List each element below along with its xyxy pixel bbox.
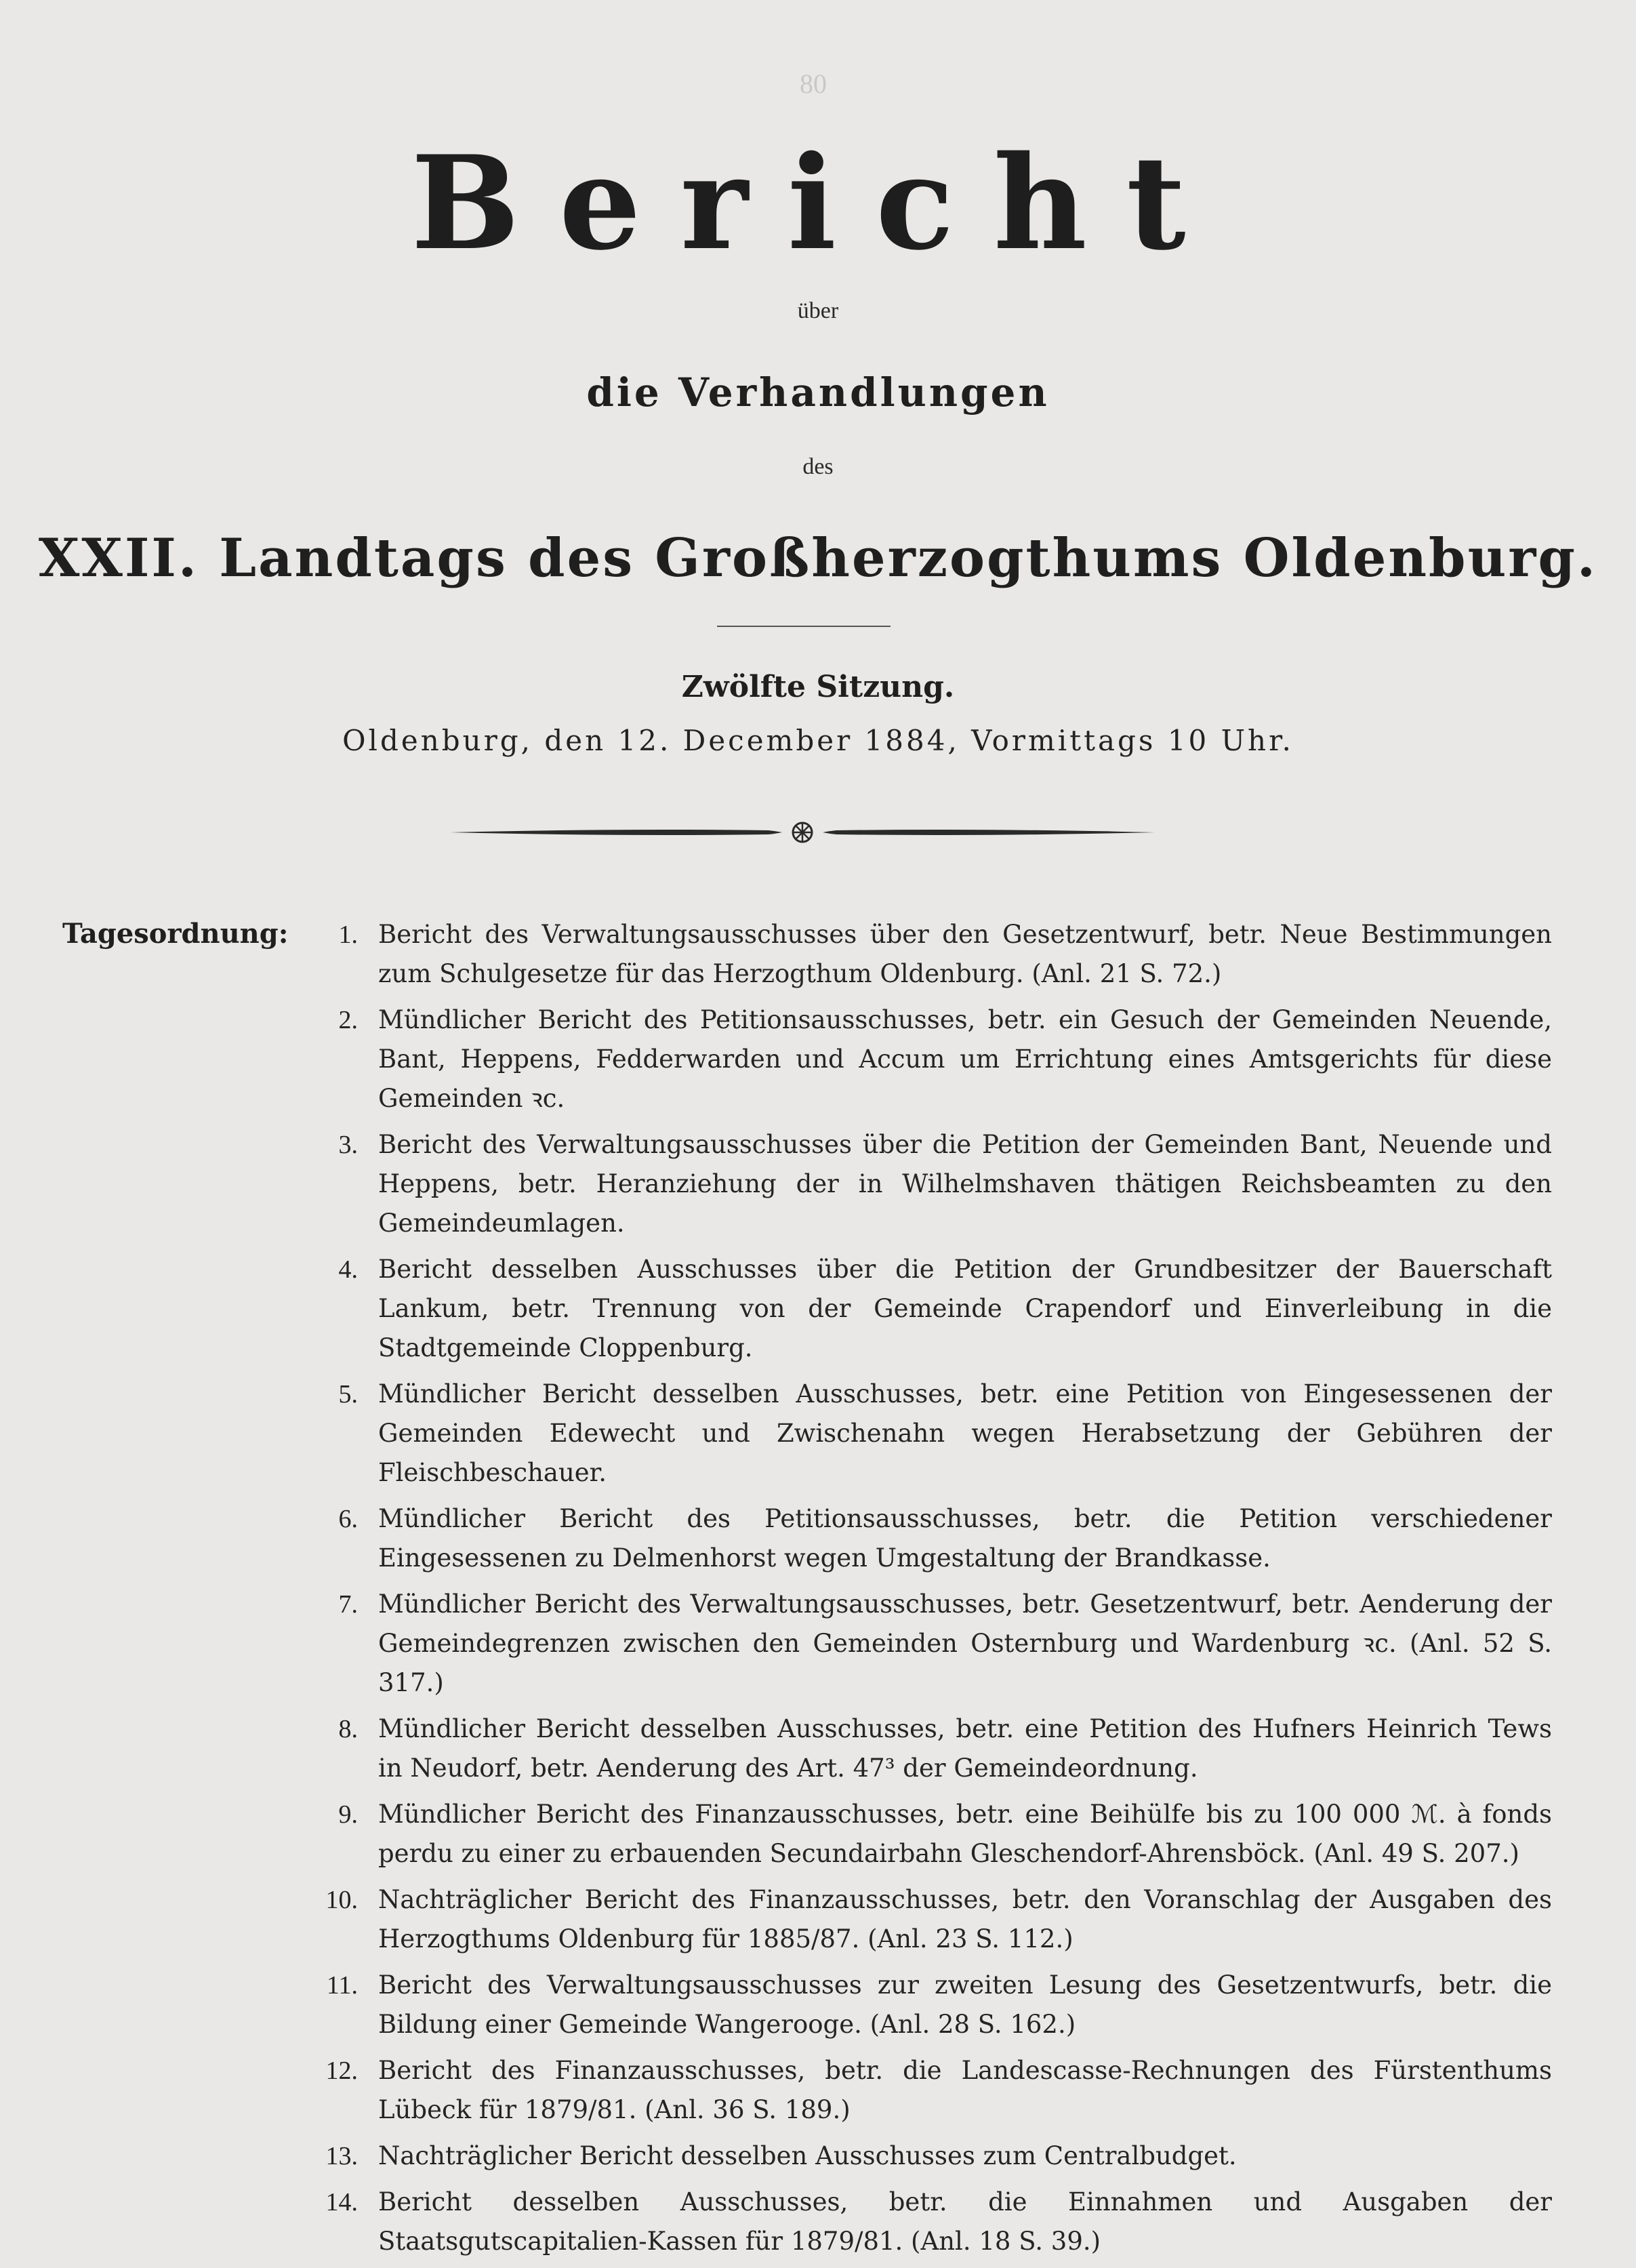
agenda-item [285,1375,1552,1493]
session-title: Zwölfte Sitzung. [681,670,955,704]
agenda-item-number: 2. [338,1006,358,1034]
agenda-item-text: Bericht des Finanzausschusses, betr. die Landescasse-Rechnungen des Fürstenthums Lübeck für 1879/81. (Anl. 36 S. 189.) [378,2056,1552,2124]
subtitle-ueber: über [797,298,839,323]
agenda-item-text: Nachträglicher Bericht desselben Ausschusses zum Centralbudget. [378,2141,1237,2170]
agenda-item-text: Mündlicher Bericht desselben Ausschusses, betr. eine Petition von Eingesessenen der Gemeinden Edewecht und Zwischenahn wegen Herabsetzung der Gebühren der Fleischbeschauer. [378,1379,1552,1487]
agenda-item-text: Bericht desselben Ausschusses über die Petition der Grundbesitzer der Bauerschaft Lankum, betr. Trennung von der Gemeinde Crapendorf und Einverleibung in die Stadtgemeinde Cloppenburg. [378,1255,1552,1362]
agenda-item-number: 1. [338,920,358,949]
agenda-item [285,1000,1552,1118]
ornament-divider [450,819,1155,846]
agenda-item [285,1709,1552,1788]
agenda-item-text: Mündlicher Bericht des Finanzausschusses, betr. eine Beihülfe bis zu 100 000 ℳ. à fonds perdu zu einer zu erbauenden Secundairbahn Gleschendorf-Ahrensböck. (Anl. 49 S. 207.) [378,1800,1552,1868]
agenda-item-text: Nachträglicher Bericht des Finanzausschusses, betr. den Voranschlag der Ausgaben des Herzogthums Oldenburg für 1885/87. (Anl. 23 S. 112.) [378,1885,1552,1953]
divider-rule [717,626,891,627]
page-title: Bericht [411,127,1225,279]
agenda-list [285,915,1552,2268]
agenda-item-number: 6. [338,1505,358,1533]
page-number: 80 [800,68,827,99]
subtitle-verhandlungen: die Verhandlungen [586,369,1050,416]
agenda-item [285,1585,1552,1703]
agenda-item-number: 11. [326,1971,358,2000]
agenda-item-number: 5. [338,1380,358,1409]
agenda-item-text: Bericht des Verwaltungsausschusses über den Gesetzentwurf, betr. Neue Bestimmungen zum Schulgesetze für das Herzogthum Oldenburg. (Anl. 21 S. 72.) [378,920,1552,988]
agenda-item-number: 3. [338,1131,358,1159]
agenda-item-number: 9. [338,1800,358,1829]
agenda-item [285,1499,1552,1578]
agenda-item-text: Mündlicher Bericht desselben Ausschusses, betr. eine Petition des Hufners Heinrich Tews in Neudorf, betr. Aenderung des Art. 47³ der Gemeindeordnung. [378,1714,1552,1783]
agenda-item-text: Mündlicher Bericht des Petitionsausschusses, betr. die Petition verschiedener Eingesessenen zu Delmenhorst wegen Umgestaltung der Brandkasse. [378,1504,1552,1573]
agenda-item [285,1795,1552,1874]
agenda-item [285,1125,1552,1243]
agenda-item-number: 10. [325,1886,358,1914]
session-dateline: Oldenburg, den 12. December 1884, Vormittags 10 Uhr. [342,724,1294,757]
subtitle-des: des [802,454,834,479]
landtag-heading: XXII. Landtags des Großherzogthums Oldenburg. [38,527,1598,589]
agenda-item-text: Bericht des Verwaltungsausschusses über die Petition der Gemeinden Bant, Neuende und Heppens, betr. Heranziehung der in Wilhelmshaven thätigen Reichsbeamten zu den Gemeindeumlagen. [378,1130,1552,1238]
agenda-item-number: 12. [325,2057,358,2085]
agenda-item [285,2137,1552,2176]
agenda-item-number: 7. [338,1590,358,1619]
agenda-item-text: Bericht desselben Ausschusses, betr. die Einnahmen und Ausgaben der Staatsgutscapitalien-Kassen für 1879/81. (Anl. 18 S. 39.) [378,2187,1552,2256]
agenda-item-number: 4. [338,1255,358,1284]
agenda-item-text: Mündlicher Bericht des Verwaltungsausschusses, betr. Gesetzentwurf, betr. Aenderung der Gemeindegrenzen zwischen den Gemeinden Osternburg und Wardenburg ꝛc. (Anl. 52 S. 317.) [378,1589,1552,1697]
agenda-item-number: 14. [325,2188,358,2216]
agenda-item-number: 13. [325,2142,358,2170]
agenda-item [285,2183,1552,2261]
agenda-item [285,1250,1552,1368]
agenda-item [285,915,1552,994]
agenda-label: Tagesordnung: [62,918,289,950]
agenda-item [285,1966,1552,2044]
agenda-item-number: 8. [338,1715,358,1743]
agenda-item [285,1880,1552,1959]
agenda-item [285,2051,1552,2130]
agenda-item-text: Mündlicher Bericht des Petitionsausschusses, betr. ein Gesuch der Gemeinden Neuende, Bant, Heppens, Fedderwarden und Accum um Errichtung eines Amtsgerichts für diese Gemeinden ꝛc. [378,1005,1552,1113]
agenda-item-text: Bericht des Verwaltungsausschusses zur zweiten Lesung des Gesetzentwurfs, betr. die Bildung einer Gemeinde Wangerooge. (Anl. 28 S. 162.) [378,1970,1552,2039]
